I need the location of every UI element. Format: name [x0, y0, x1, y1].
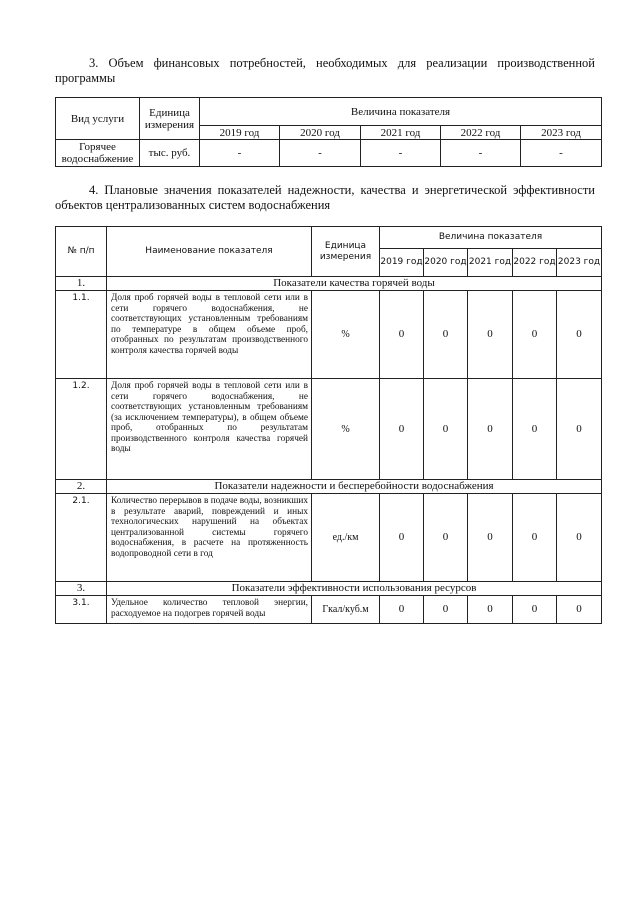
year-header: 2022 год — [513, 249, 557, 277]
value-cell: 0 — [468, 596, 513, 624]
value-cell: 0 — [557, 291, 602, 379]
value-cell: - — [521, 140, 602, 167]
row-number: 1.2. — [56, 379, 107, 480]
col-unit-header: Единица измерения — [140, 98, 200, 140]
section-row — [56, 480, 602, 494]
year-header: 2019 год — [200, 126, 280, 140]
year-header: 2020 год — [424, 249, 468, 277]
col-service-header: Вид услуги — [56, 98, 140, 140]
value-cell: 0 — [557, 596, 602, 624]
row-number: 2.1. — [56, 494, 107, 582]
value-cell: - — [361, 140, 441, 167]
section-number: 2. — [56, 480, 107, 494]
table-row — [56, 596, 602, 624]
unit-cell: тыс. руб. — [140, 140, 200, 167]
section-4-heading: 4. Плановые значения показателей надежности, качества и энергетической эффективности объектов централизованных систем водоснабжения — [55, 183, 595, 212]
year-header: 2022 год — [441, 126, 521, 140]
year-header: 2020 год — [280, 126, 361, 140]
section-row — [56, 277, 602, 291]
section-number: 3. — [56, 582, 107, 596]
row-number: 3.1. — [56, 596, 107, 624]
indicator-name: Удельное количество тепловой энергии, расходуемое на подогрев горячей воды — [107, 596, 312, 624]
year-header: 2021 год — [361, 126, 441, 140]
col-num-header: № п/п — [56, 227, 107, 277]
value-cell: - — [280, 140, 361, 167]
unit-cell: % — [312, 379, 380, 480]
value-cell: 0 — [380, 291, 424, 379]
value-cell: 0 — [424, 494, 468, 582]
unit-cell: ед./км — [312, 494, 380, 582]
value-cell: 0 — [424, 379, 468, 480]
value-cell: 0 — [424, 596, 468, 624]
col-value-header: Величина показателя — [200, 98, 602, 126]
section-title: Показатели надежности и бесперебойности водоснабжения — [107, 480, 602, 494]
unit-cell: % — [312, 291, 380, 379]
value-cell: 0 — [380, 494, 424, 582]
section-3-heading: 3. Объем финансовых потребностей, необходимых для реализации производственной программы — [55, 56, 595, 85]
table-row — [56, 494, 602, 582]
financial-needs-table — [55, 97, 602, 167]
indicator-name: Доля проб горячей воды в тепловой сети или в сети горячего водоснабжения, не соответствующих установленным требованиям (за исключением температуры), в общем объеме проб, отобранных по результатам производственного контроля качества горячей воды — [107, 379, 312, 480]
unit-cell: Гкал/куб.м — [312, 596, 380, 624]
indicator-name: Доля проб горячей воды в тепловой сети или в сети горячего водоснабжения, не соответствующих установленным требованиям по температуре в общем объеме проб, отобранных по результатам производственного контроля качества горячей воды — [107, 291, 312, 379]
indicators-table — [55, 226, 602, 624]
value-cell: 0 — [513, 379, 557, 480]
year-header: 2023 год — [557, 249, 602, 277]
value-cell: 0 — [513, 596, 557, 624]
value-cell: 0 — [557, 494, 602, 582]
table-row — [56, 379, 602, 480]
section-title: Показатели качества горячей воды — [107, 277, 602, 291]
value-cell: 0 — [380, 379, 424, 480]
value-cell: 0 — [424, 291, 468, 379]
section-row — [56, 582, 602, 596]
section-number: 1. — [56, 277, 107, 291]
value-cell: 0 — [468, 494, 513, 582]
table-row — [56, 140, 602, 167]
indicator-name: Количество перерывов в подаче воды, возникших в результате аварий, повреждений и иных технологических нарушений на объектах централизованной системы горячего водоснабжения, в расчете на протяженность водопроводной сети в год — [107, 494, 312, 582]
value-cell: 0 — [513, 494, 557, 582]
year-header: 2021 год — [468, 249, 513, 277]
value-cell: 0 — [513, 291, 557, 379]
year-header: 2019 год — [380, 249, 424, 277]
section-title: Показатели эффективности использования ресурсов — [107, 582, 602, 596]
value-cell: 0 — [380, 596, 424, 624]
col-name-header: Наименование показателя — [107, 227, 312, 277]
value-cell: 0 — [468, 291, 513, 379]
col-value-header: Величина показателя — [380, 227, 602, 249]
row-number: 1.1. — [56, 291, 107, 379]
value-cell: - — [200, 140, 280, 167]
table-row — [56, 291, 602, 379]
value-cell: - — [441, 140, 521, 167]
year-header: 2023 год — [521, 126, 602, 140]
service-cell: Горячее водоснабжение — [56, 140, 140, 167]
col-unit-header: Единица измерения — [312, 227, 380, 277]
value-cell: 0 — [557, 379, 602, 480]
value-cell: 0 — [468, 379, 513, 480]
